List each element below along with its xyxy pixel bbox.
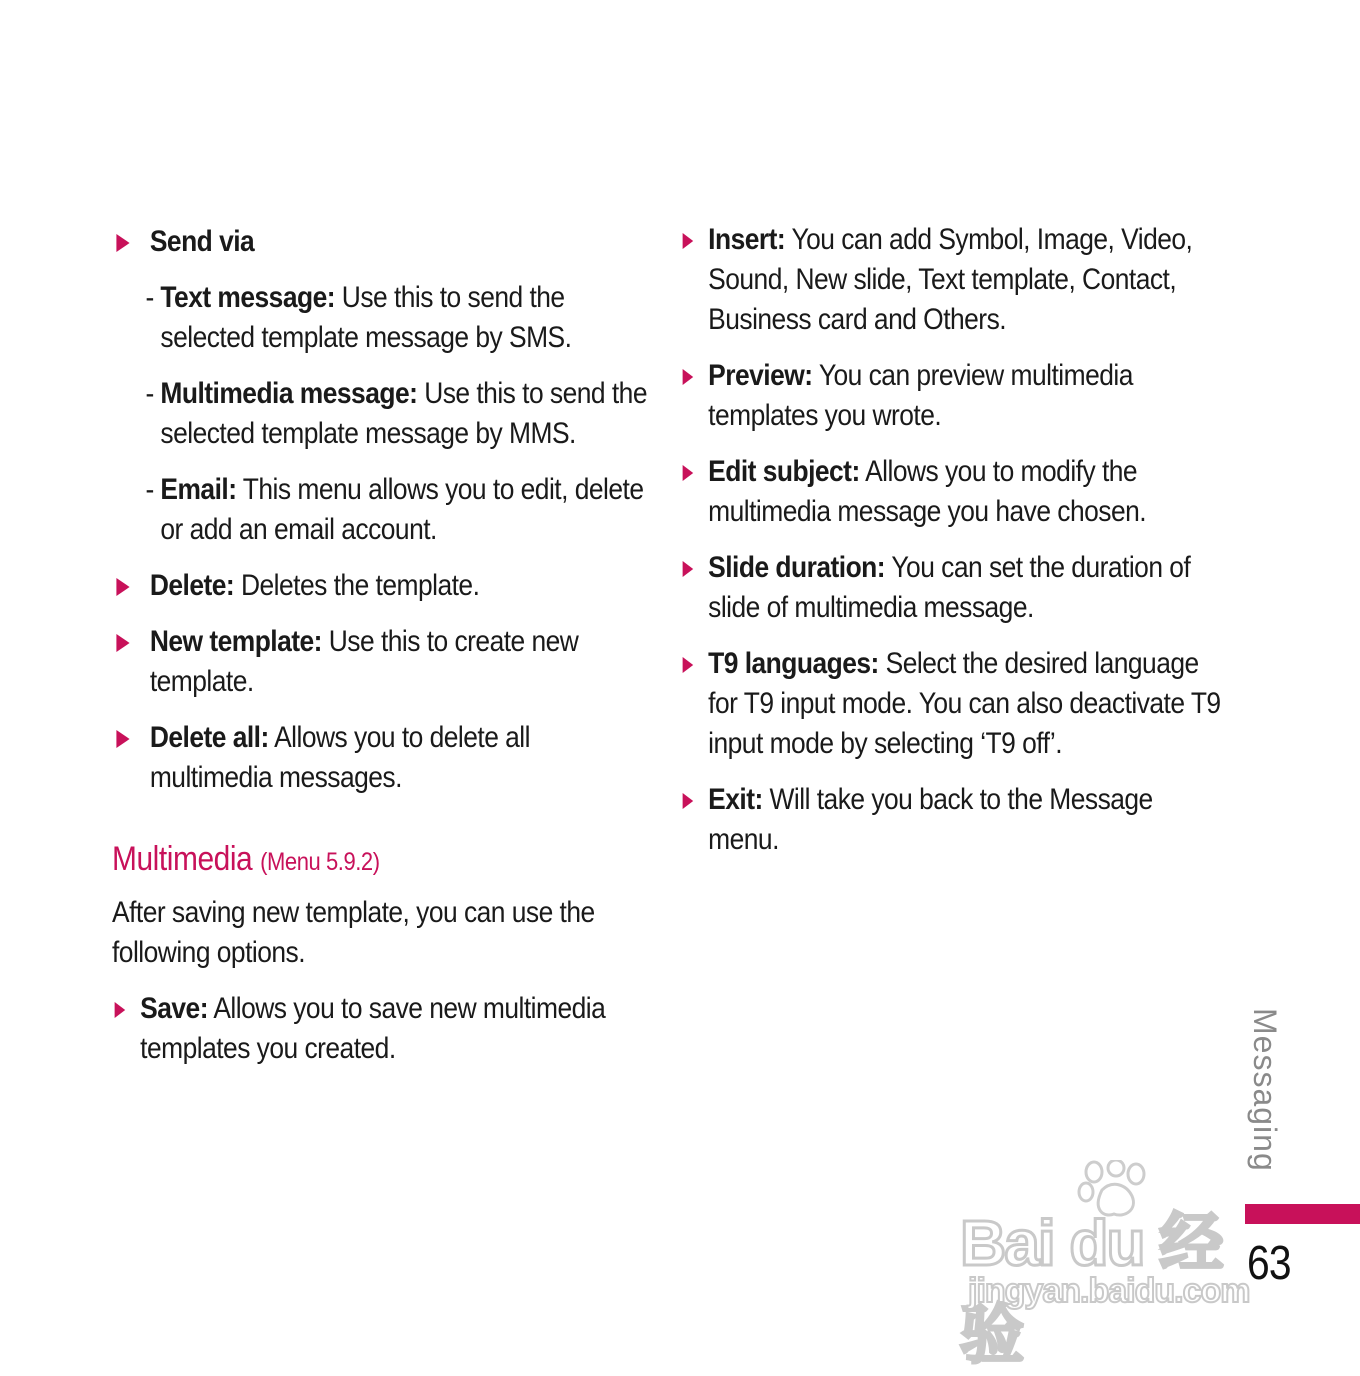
dash-marker: - <box>145 377 154 410</box>
list-item-t9-languages <box>680 644 1225 764</box>
list-item-preview <box>680 356 1225 436</box>
dash-marker: - <box>145 473 154 506</box>
bullet-triangle-icon <box>683 465 694 481</box>
bullet-triangle-icon <box>115 1002 126 1018</box>
bullet-triangle-icon <box>683 657 694 673</box>
bullet-triangle-icon <box>116 234 129 252</box>
item-term: Email: <box>160 473 237 506</box>
sub-item-email <box>112 470 658 550</box>
bullet-triangle-icon <box>683 793 694 809</box>
list-item-exit <box>680 780 1225 860</box>
list-item-send-via <box>112 222 647 262</box>
list-item-slide-duration <box>680 548 1225 628</box>
item-text: Use this to send the selected template message by MMS. <box>160 377 647 450</box>
item-term: Insert: <box>708 223 786 256</box>
list-item-delete-all <box>112 718 647 798</box>
section-tab-label: Messaging <box>1247 1008 1283 1172</box>
item-term: Multimedia message: <box>160 377 418 410</box>
left-column <box>112 222 647 1069</box>
item-term: Delete: <box>149 569 235 602</box>
item-term: Slide duration: <box>708 551 886 584</box>
sub-item-multimedia-message <box>112 374 658 454</box>
item-term: Save: <box>140 992 208 1025</box>
item-text: Use this to send the selected template message by SMS. <box>160 281 572 354</box>
page-number: 63 <box>1247 1237 1291 1290</box>
section-intro: After saving new template, you can use the following options. <box>112 896 595 969</box>
item-term: Delete all: <box>149 721 269 754</box>
item-term: T9 languages: <box>708 647 879 680</box>
item-term: New template: <box>149 625 322 658</box>
list-item-edit-subject <box>680 452 1225 532</box>
item-term: Exit: <box>708 783 763 816</box>
bullet-triangle-icon <box>683 369 694 385</box>
baidu-watermark <box>960 1160 1280 1371</box>
dash-marker: - <box>145 281 154 314</box>
section-menu-number: (Menu 5.9.2) <box>260 848 380 876</box>
list-item-insert <box>680 220 1225 340</box>
bullet-triangle-icon <box>116 578 129 596</box>
list-item-save <box>112 989 637 1069</box>
list-item-delete <box>112 566 647 606</box>
right-column <box>680 220 1221 860</box>
list-item-new-template <box>112 622 647 702</box>
watermark-url: jingyan.baidu.com <box>968 1272 1250 1310</box>
section-title: Multimedia <box>112 840 253 878</box>
item-text: Deletes the template. <box>234 569 480 602</box>
item-term: Text message: <box>160 281 335 314</box>
item-term: Preview: <box>708 359 813 392</box>
watermark-brand: Bai du 经验 <box>960 1207 1222 1371</box>
item-text: Select the desired language for T9 input mode. You can also deactivate T9 input mode by selecting ‘T9 off’. <box>708 647 1221 760</box>
bullet-triangle-icon <box>116 730 129 748</box>
sub-item-text-message <box>112 278 658 358</box>
item-text: Allows you to save new multimedia templates you created. <box>140 992 606 1065</box>
item-term: Edit subject: <box>708 455 860 488</box>
section-heading <box>112 838 609 883</box>
item-text: You can preview multimedia templates you wrote. <box>708 359 1133 432</box>
bullet-triangle-icon <box>116 634 129 652</box>
bullet-triangle-icon <box>683 233 694 249</box>
item-term: Send via <box>149 225 255 258</box>
bullet-triangle-icon <box>683 561 694 577</box>
item-text: This menu allows you to edit, delete or add an email account. <box>160 473 644 546</box>
item-text: You can add Symbol, Image, Video, Sound, New slide, Text template, Contact, Business card and Others. <box>708 223 1193 336</box>
item-text: Allows you to modify the multimedia message you have chosen. <box>708 455 1147 528</box>
item-text: Will take you back to the Message menu. <box>708 783 1153 856</box>
item-text: You can set the duration of slide of multimedia message. <box>708 551 1191 624</box>
item-text: Allows you to delete all multimedia messages. <box>149 721 530 794</box>
item-text: Use this to create new template. <box>149 625 579 698</box>
